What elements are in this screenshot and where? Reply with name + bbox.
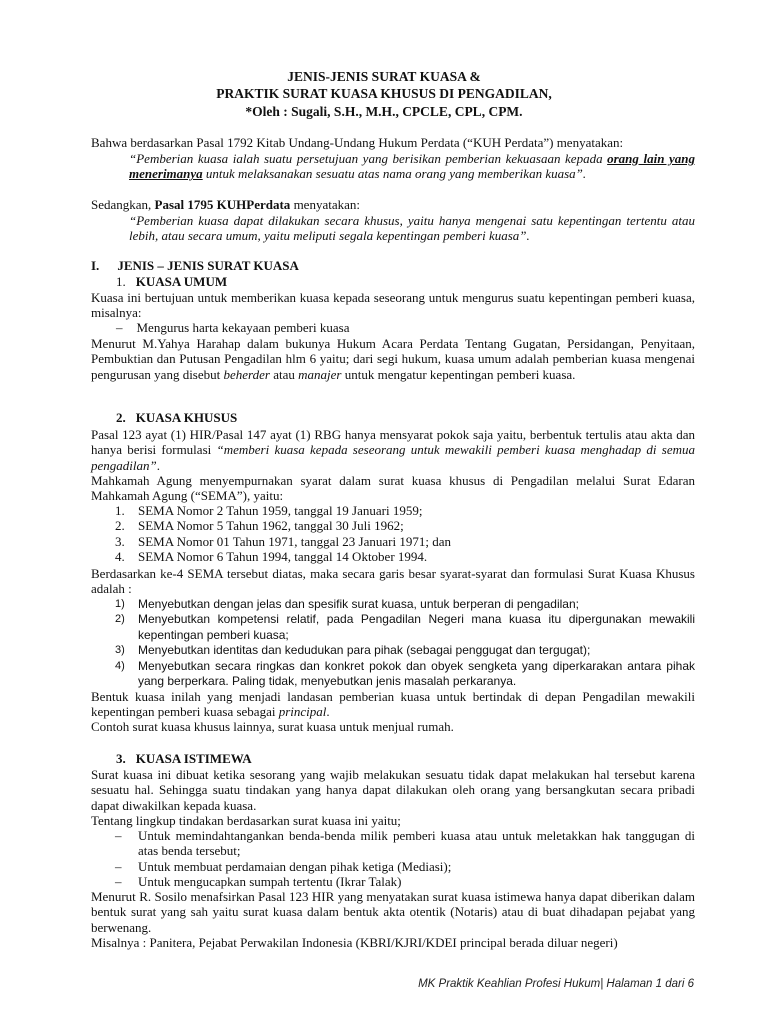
sema-item: 2. SEMA Nomor 5 Tahun 1962, tanggal 30 Juli 1962; <box>115 518 404 534</box>
kuasa-istimewa-paragraph-1: Surat kuasa ini dibuat ketika sesorang yang wajib melakukan sesuatu tidak dapat melakukan hal tersebut karena sesuatu hal. Sehingga suatu tindakan yang hanya dapat dilakukan oleh orang yang bersangkutan secara pribadi dapat diwakilkan kepada kuasa. <box>91 767 695 813</box>
kuasa-istimewa-paragraph-4: Misalnya : Panitera, Pejabat Perwakilan Indonesia (KBRI/KJRI/KDEI principal berada diluar negeri) <box>91 935 618 950</box>
doc-title-line-2: PRAKTIK SURAT KUASA KHUSUS DI PENGADILAN, <box>216 86 552 101</box>
doc-author-line: *Oleh : Sugali, S.H., M.H., CPCLE, CPL, CPM. <box>245 104 523 119</box>
kuasa-istimewa-heading: 3. KUASA ISTIMEWA <box>116 751 252 766</box>
syarat-item: 4) Menyebutkan secara ringkas dan konkret pokok dan obyek sengketa yang diperkarakan antara pihak yang berperkara. Paling tidak, menyebutkan jenis masalah perkaranya. <box>115 658 695 689</box>
kuasa-umum-heading: 1. KUASA UMUM <box>116 274 228 289</box>
page-footer: MK Praktik Keahlian Profesi Hukum| Halaman 1 dari 6 <box>418 978 694 990</box>
intro-paragraph-1 <box>91 135 695 150</box>
tindakan-item: – Untuk memindahtangankan benda-benda milik pemberi kuasa atau untuk meletakkan hak tanggugan di atas benda tersebut; <box>115 828 695 859</box>
kuasa-umum-bullet: – Mengurus harta kekayaan pemberi kuasa <box>116 320 350 335</box>
tindakan-item: – Untuk mengucapkan sumpah tertentu (Ikrar Talak) <box>115 874 402 890</box>
sema-item: 4. SEMA Nomor 6 Tahun 1994, tanggal 14 Oktober 1994. <box>115 549 428 565</box>
kuasa-khusus-paragraph-2: Mahkamah Agung menyempurnakan syarat dalam surat kuasa khusus di Pengadilan melalui Surat Edaran Mahkamah Agung (“SEMA”), yaitu: <box>91 473 695 504</box>
kuasa-khusus-heading: 2. KUASA KHUSUS <box>116 410 238 425</box>
kuasa-istimewa-paragraph-2: Tentang lingkup tindakan berdasarkan surat kuasa ini yaitu; <box>91 813 401 828</box>
kuasa-khusus-paragraph-5: Contoh surat kuasa khusus lainnya, surat kuasa untuk menjual rumah. <box>91 719 454 734</box>
sema-list <box>91 503 695 565</box>
intro-paragraph-2: Sedangkan, Pasal 1795 KUHPerdata menyatakan: <box>91 197 360 212</box>
kuasa-khusus-paragraph-3: Berdasarkan ke-4 SEMA tersebut diatas, maka secara garis besar syarat-syarat dan formulasi Surat Kuasa Khusus adalah : <box>91 566 695 597</box>
syarat-item: 1) Menyebutkan dengan jelas dan spesifik surat kuasa, untuk berperan di pengadilan; <box>115 597 579 611</box>
kuasa-istimewa-paragraph-3: Menurut R. Sosilo menafsirkan Pasal 123 HIR yang menyatakan surat kuasa istimewa hanya dapat diberikan dalam bentuk surat yang sah yaitu surat kuasa dalam bentuk akta otentik (Notaris) atau di buat dihadapan pejabat yang berwenang. <box>91 889 695 935</box>
doc-title-line-1: JENIS-JENIS SURAT KUASA & <box>287 69 481 84</box>
kuasa-umum-paragraph-2: Menurut M.Yahya Harahap dalam bukunya Hukum Acara Perdata Tentang Gugatan, Persidangan, Penyitaan, Pembuktian dan Putusan Pengadilan hlm 6 yaitu; dari segi hukum, kuasa umum adalah pemberian kuasa mengenai pengurusan yang disebut beherder atau manajer untuk mengatur kepentingan pemberi kuasa. <box>91 336 695 382</box>
tindakan-list <box>91 828 695 890</box>
section-1-heading: I. JENIS – JENIS SURAT KUASA <box>91 258 299 273</box>
syarat-item: 3) Menyebutkan identitas dan kedudukan para pihak (sebagai penggugat dan tergugat); <box>115 643 591 658</box>
syarat-list <box>91 597 695 689</box>
quote-1795: “Pemberian kuasa dapat dilakukan secara khusus, yaitu hanya mengenai satu kepentingan tertentu atau lebih, atau secara umum, yaitu meliputi segala kepentingan pemberi kuasa”. <box>129 213 695 244</box>
quote-emphasis: orang lain yang menerimanya <box>129 151 695 182</box>
intro-text: Bahwa berdasarkan Pasal 1792 Kitab Undang-Undang Hukum Perdata (“KUH Perdata”) menyatakan: <box>91 135 624 150</box>
quote-1792: “Pemberian kuasa ialah suatu persetujuan yang berisikan pemberian kekuasaan kepada orang lain yang menerimanya untuk melaksanakan sesuatu atas nama orang yang memberikan kuasa”. <box>129 151 695 182</box>
tindakan-item: – Untuk membuat perdamaian dengan pihak ketiga (Mediasi); <box>115 858 452 874</box>
kuasa-umum-paragraph-1: Kuasa ini bertujuan untuk memberikan kuasa kepada seseorang untuk mengurus suatu kepentingan pemberi kuasa, misalnya: <box>91 290 695 321</box>
kuasa-khusus-paragraph-4: Bentuk kuasa inilah yang menjadi landasan pemberian kuasa untuk bertindak di depan Pengadilan mewakili kepentingan pemberi kuasa sebagai principal. <box>91 689 695 720</box>
syarat-item: 2) Menyebutkan kompetensi relatif, pada Pengadilan Negeri mana kuasa itu dipergunakan mewakili kepentingan pemberi kuasa; <box>115 612 695 642</box>
kuasa-khusus-paragraph-1: Pasal 123 ayat (1) HIR/Pasal 147 ayat (1) RBG hanya mensyarat pokok saja yaitu, berbentuk tertulis atau akta dan hanya berisi formulasi “memberi kuasa kepada seseorang untuk mewakili pemberi kuasa menghadap di semua pengadilan”. <box>91 427 695 473</box>
sema-item: 1. SEMA Nomor 2 Tahun 1959, tanggal 19 Januari 1959; <box>115 503 423 518</box>
pasal-1795-label: Pasal 1795 KUHPerdata <box>154 197 291 212</box>
sema-item: 3. SEMA Nomor 01 Tahun 1971, tanggal 23 Januari 1971; dan <box>115 533 451 549</box>
